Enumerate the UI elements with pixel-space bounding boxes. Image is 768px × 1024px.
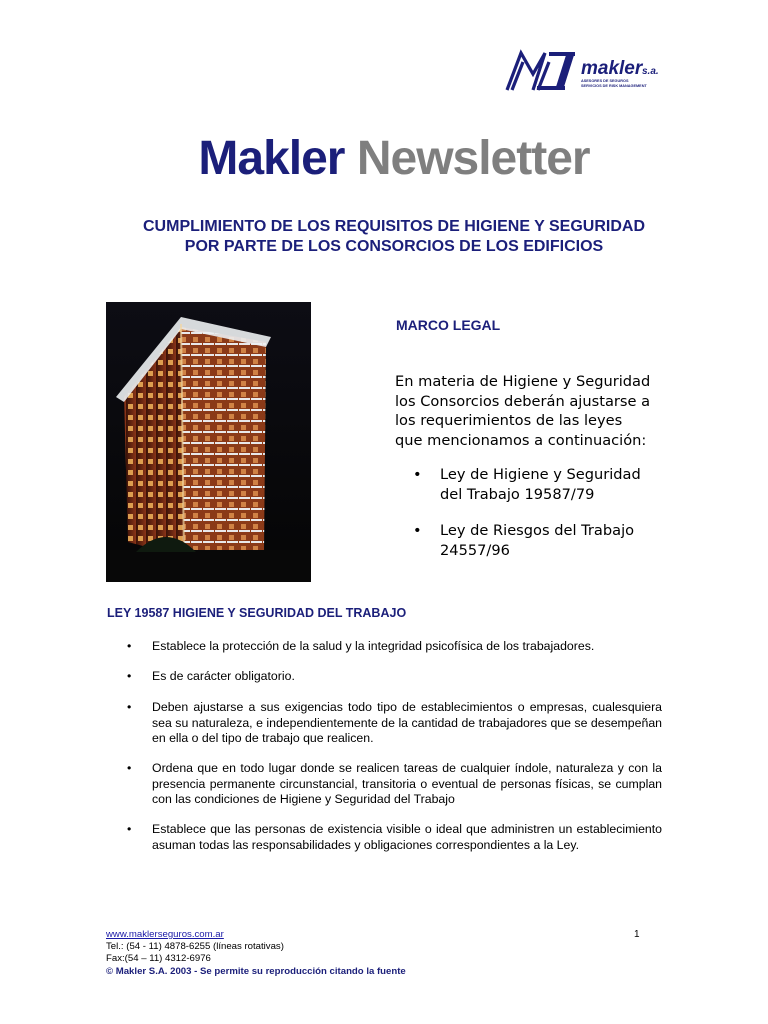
marco-legal-line: los requerimientos de las leyes <box>395 412 623 429</box>
list-item-text: Establece que las personas de existencia visible o ideal que administren un establecimiento asuman todas las responsabilidades y obligaciones correspondientes a la Ley. <box>152 822 662 852</box>
bullet-icon: • <box>127 669 132 683</box>
title-makler: Makler <box>198 132 345 185</box>
makler-logo <box>505 48 670 93</box>
bullet-icon: • <box>127 822 132 836</box>
law-list-item-line: Ley de Higiene y Seguridad <box>440 466 641 483</box>
bullet-icon: • <box>127 639 132 653</box>
bullet-icon: • <box>413 466 422 483</box>
footer-copyright: © Makler S.A. 2003 - Se permite su reproducción citando la fuente <box>106 965 406 977</box>
newsletter-title <box>0 128 768 190</box>
logo-tagline-2: SERVICIOS DE RISK MANAGEMENT <box>581 84 647 88</box>
article-title <box>60 217 728 257</box>
ley-section-heading: LEY 19587 HIGIENE Y SEGURIDAD DEL TRABAJO <box>107 606 407 620</box>
law-list-item-line: Ley de Riesgos del Trabajo <box>440 522 635 539</box>
building-photo <box>106 302 311 582</box>
law-list-item-line: del Trabajo 19587/79 <box>440 485 595 503</box>
logo-tagline-1: ASESORES DE SEGUROS <box>581 79 629 83</box>
bullet-icon: • <box>127 761 132 775</box>
marco-legal-line: En materia de Higiene y Seguridad <box>395 373 651 390</box>
footer-fax: Fax:(54 – 11) 4312-6976 <box>106 953 211 965</box>
list-item-text: Deben ajustarse a sus exigencias todo tipo de establecimientos o empresas, cualesquiera sea su naturaleza, e independientemente de la cantidad de trabajadores que se desempeñan en ella o del tipo de trabajo que realicen. <box>152 700 662 745</box>
bullet-icon: • <box>127 700 132 714</box>
logo-word: makler <box>581 58 643 79</box>
title-newsletter: Newsletter <box>356 132 590 185</box>
law-list-item-line: 24557/96 <box>440 541 510 559</box>
article-title-line-2: POR PARTE DE LOS CONSORCIOS DE LOS EDIFICIOS <box>184 238 604 255</box>
list-item-text: Ordena que en todo lugar donde se realicen tareas de cualquier índole, naturaleza y con la presencia permanente circunstancial, transitoria o eventual de personas físicas, se cumplan con las condiciones de Higiene y Seguridad del Trabajo <box>152 761 662 806</box>
marco-legal-heading: MARCO LEGAL <box>396 317 501 333</box>
law-list-item-text <box>440 521 680 560</box>
list-item-text: Establece la protección de la salud y la integridad psicofísica de los trabajadores. <box>152 639 595 653</box>
footer-phone: Tel.: (54 - 11) 4878-6255 (líneas rotativas) <box>106 941 284 953</box>
marco-legal-paragraph <box>395 372 695 450</box>
website-link[interactable]: www.maklerseguros.com.ar <box>106 929 224 940</box>
law-list-item-text <box>440 465 680 504</box>
bullet-icon: • <box>413 522 422 539</box>
article-title-line-1: CUMPLIMIENTO DE LOS REQUISITOS DE HIGIENE Y SEGURIDAD <box>143 218 645 235</box>
marco-legal-line: los Consorcios deberán ajustarse a <box>395 392 651 410</box>
logo-suffix: s.a. <box>642 66 659 77</box>
marco-legal-line: que mencionamos a continuación: <box>395 431 647 449</box>
list-item-text: Es de carácter obligatorio. <box>152 669 295 683</box>
page-number: 1 <box>634 929 640 940</box>
footer <box>106 929 406 978</box>
makler-logo-graphic <box>505 48 670 93</box>
